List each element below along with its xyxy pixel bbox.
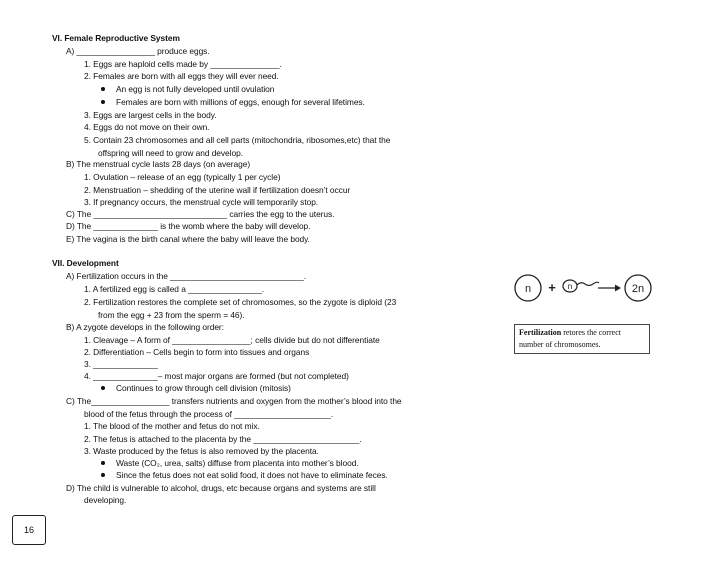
item-vii-c-2: 2. The fetus is attached to the placenta by the _______________________. bbox=[84, 434, 362, 444]
item-vii-b-2: 2. Differentiation – Cells begin to form into tissues and organs bbox=[84, 347, 310, 357]
item-vii-d: D) The child is vulnerable to alcohol, drugs, etc because organs and systems are still bbox=[66, 483, 376, 493]
bullet-mitosis: Continues to grow through cell division (mitosis) bbox=[116, 383, 291, 393]
bullet-no-feces: Since the fetus does not eat solid food, it does not have to eliminate feces. bbox=[116, 470, 388, 480]
item-vii-a-2-cont: from the egg + 23 from the sperm = 46). bbox=[98, 310, 245, 320]
item-vi-d: D) The ______________ is the womb where the baby will develop. bbox=[66, 221, 311, 231]
bullet-ovulation: An egg is not fully developed until ovulation bbox=[116, 84, 275, 94]
item-vi-a-5-cont: offspring will need to grow and develop. bbox=[98, 148, 243, 158]
item-vi-b-2: 2. Menstruation – shedding of the uterine wall if fertilization doesn’t occur bbox=[84, 185, 351, 195]
item-vii-c-cont: blood of the fetus through the process of _____________________. bbox=[84, 409, 334, 419]
sperm-tail bbox=[577, 282, 599, 285]
page-number bbox=[12, 515, 46, 545]
item-vii-b-3: 3. ______________ bbox=[84, 359, 158, 369]
item-vi-a-4: 4. Eggs do not move on their own. bbox=[84, 122, 210, 132]
item-vi-a-3: 3. Eggs are largest cells in the body. bbox=[84, 110, 217, 120]
note-text-2: number of chromosomes. bbox=[519, 340, 601, 349]
fertilization-note-box bbox=[514, 324, 650, 354]
item-vi-b-1: 1. Ovulation – release of an egg (typically 1 per cycle) bbox=[84, 172, 281, 182]
item-vi-c: C) The _____________________________ carries the egg to the uterus. bbox=[66, 209, 335, 219]
item-vii-c-1: 1. The blood of the mother and fetus do not mix. bbox=[84, 421, 260, 431]
item-vii-c: C) The_________________ transfers nutrients and oxygen from the mother’s blood into the bbox=[66, 396, 402, 406]
item-vi-a-2: 2. Females are born with all eggs they will ever need. bbox=[84, 71, 279, 81]
fertilization-diagram bbox=[514, 271, 664, 305]
sperm-haploid-label: n bbox=[567, 282, 573, 291]
item-vii-c-3: 3. Waste produced by the fetus is also removed by the placenta. bbox=[84, 446, 319, 456]
item-vii-b: B) A zygote develops in the following order: bbox=[66, 322, 224, 332]
item-vi-e: E) The vagina is the birth canal where the baby will leave the body. bbox=[66, 234, 310, 244]
plus-sign: + bbox=[548, 280, 556, 295]
item-vi-a-5: 5. Contain 23 chromosomes and all cell parts (mitochondria, ribosomes,etc) that the bbox=[84, 135, 391, 145]
section-vii-heading: VII. Development bbox=[52, 258, 119, 268]
item-vii-b-1: 1. Cleavage – A form of _________________; cells divide but do not differentiate bbox=[84, 335, 380, 345]
egg-haploid-label: n bbox=[524, 283, 532, 295]
item-vii-b-4: 4. ______________– most major organs are formed (but not completed) bbox=[84, 371, 349, 381]
item-vi-a: A) _________________ produce eggs. bbox=[66, 46, 210, 56]
item-vii-d-cont: developing. bbox=[84, 495, 127, 505]
item-vii-a-2: 2. Fertilization restores the complete set of chromosomes, so the zygote is diploid (23 bbox=[84, 297, 397, 307]
arrow-icon bbox=[615, 285, 621, 292]
page-number-label: 16 bbox=[23, 525, 34, 535]
note-term: Fertilization bbox=[519, 328, 562, 337]
note-text-1: retores the correct bbox=[561, 328, 621, 337]
bullet-diffuse-waste: Waste (CO₂, urea, salts) diffuse from placenta into mother’s blood. bbox=[116, 458, 359, 468]
section-vi-heading: VI. Female Reproductive System bbox=[52, 33, 180, 43]
item-vi-b-3: 3. If pregnancy occurs, the menstrual cycle will temporarily stop. bbox=[84, 197, 319, 207]
item-vii-a-1: 1. A fertilized egg is called a ________________. bbox=[84, 284, 265, 294]
item-vi-a-1: 1. Eggs are haploid cells made by _______________. bbox=[84, 59, 282, 69]
bullet-millions-eggs: Females are born with millions of eggs, enough for several lifetimes. bbox=[116, 97, 365, 107]
item-vi-b: B) The menstrual cycle lasts 28 days (on average) bbox=[66, 159, 251, 169]
note-line-1 bbox=[519, 327, 645, 339]
item-vii-a: A) Fertilization occurs in the _____________________________. bbox=[66, 271, 307, 281]
zygote-diploid-label: 2n bbox=[631, 283, 645, 295]
